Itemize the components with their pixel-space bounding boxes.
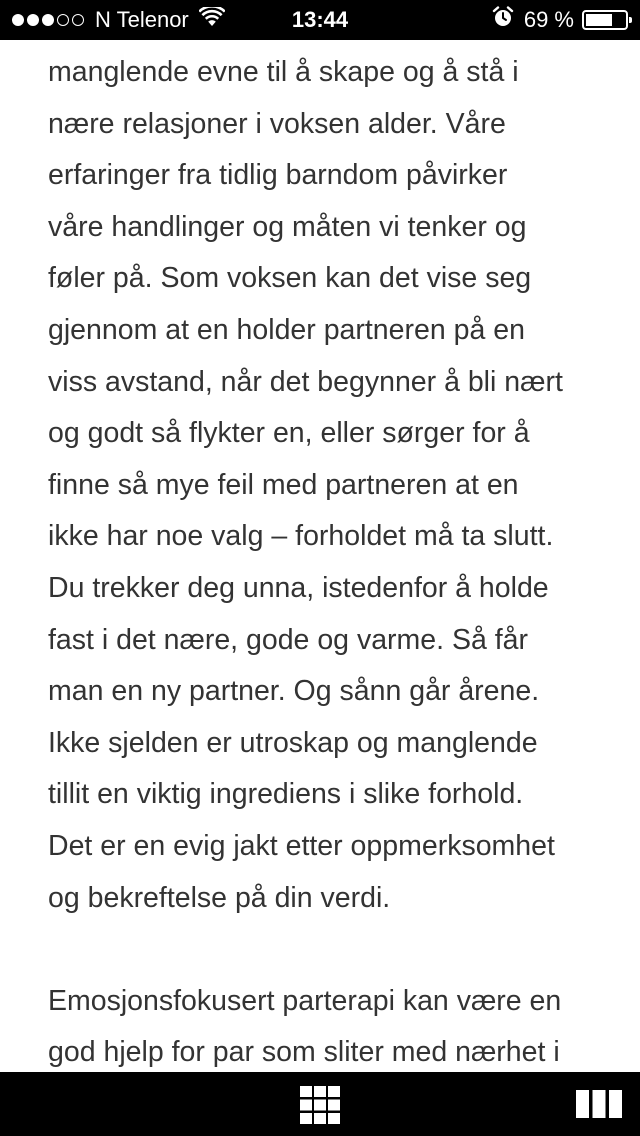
status-right — [492, 0, 628, 40]
text-line: Det er en evig jakt etter oppmerksomhet — [48, 829, 555, 862]
article-paragraph — [48, 976, 608, 1079]
grid-icon[interactable] — [300, 1086, 340, 1124]
text-line: god hjelp for par som sliter med nærhet i — [48, 1036, 560, 1069]
text-line: man en ny partner. Og sånn går årene. — [48, 675, 540, 708]
bottom-toolbar — [0, 1072, 640, 1136]
alarm-clock-icon — [492, 6, 514, 34]
text-line: våre handlinger og måten vi tenker og — [48, 210, 527, 243]
text-line: føler på. Som voksen kan det vise seg — [48, 262, 532, 295]
battery-level-fill — [586, 14, 612, 26]
article-paragraph — [48, 47, 608, 924]
text-line: ikke har noe valg – forholdet må ta slutt. — [48, 520, 554, 553]
text-line: nære relasjoner i voksen alder. Våre — [48, 107, 506, 140]
article-body[interactable] — [48, 47, 608, 1079]
text-line: finne så mye feil med partneren at en — [48, 468, 519, 501]
status-bar — [0, 0, 640, 40]
text-line: Ikke sjelden er utroskap og manglende — [48, 726, 538, 759]
battery-terminal — [629, 17, 632, 23]
text-line: Du trekker deg unna, istedenfor å holde — [48, 571, 549, 604]
text-line: viss avstand, når det begynner å bli nært — [48, 365, 563, 398]
text-line: fast i det nære, gode og varme. Så får — [48, 623, 529, 656]
text-line: og godt så flykter en, eller sørger for å — [48, 417, 530, 450]
paragraph-gap — [48, 924, 608, 976]
text-line: Emosjonsfokusert parterapi kan være en — [48, 984, 562, 1017]
carrier-name: N Telenor — [95, 7, 189, 32]
status-time: 13:44 — [291, 7, 349, 32]
text-line: gjennom at en holder partneren på en — [48, 313, 525, 346]
text-line: tillit en viktig ingrediens i slike forhold. — [48, 778, 524, 811]
text-line: erfaringer fra tidlig barndom påvirker — [48, 159, 508, 192]
text-line: manglende evne til å skape og å stå i — [48, 56, 519, 88]
text-line: og bekreftelse på din verdi. — [48, 881, 391, 914]
columns-icon[interactable] — [576, 1090, 622, 1118]
battery-percentage: 69 % — [523, 7, 574, 32]
battery-icon — [582, 10, 628, 30]
